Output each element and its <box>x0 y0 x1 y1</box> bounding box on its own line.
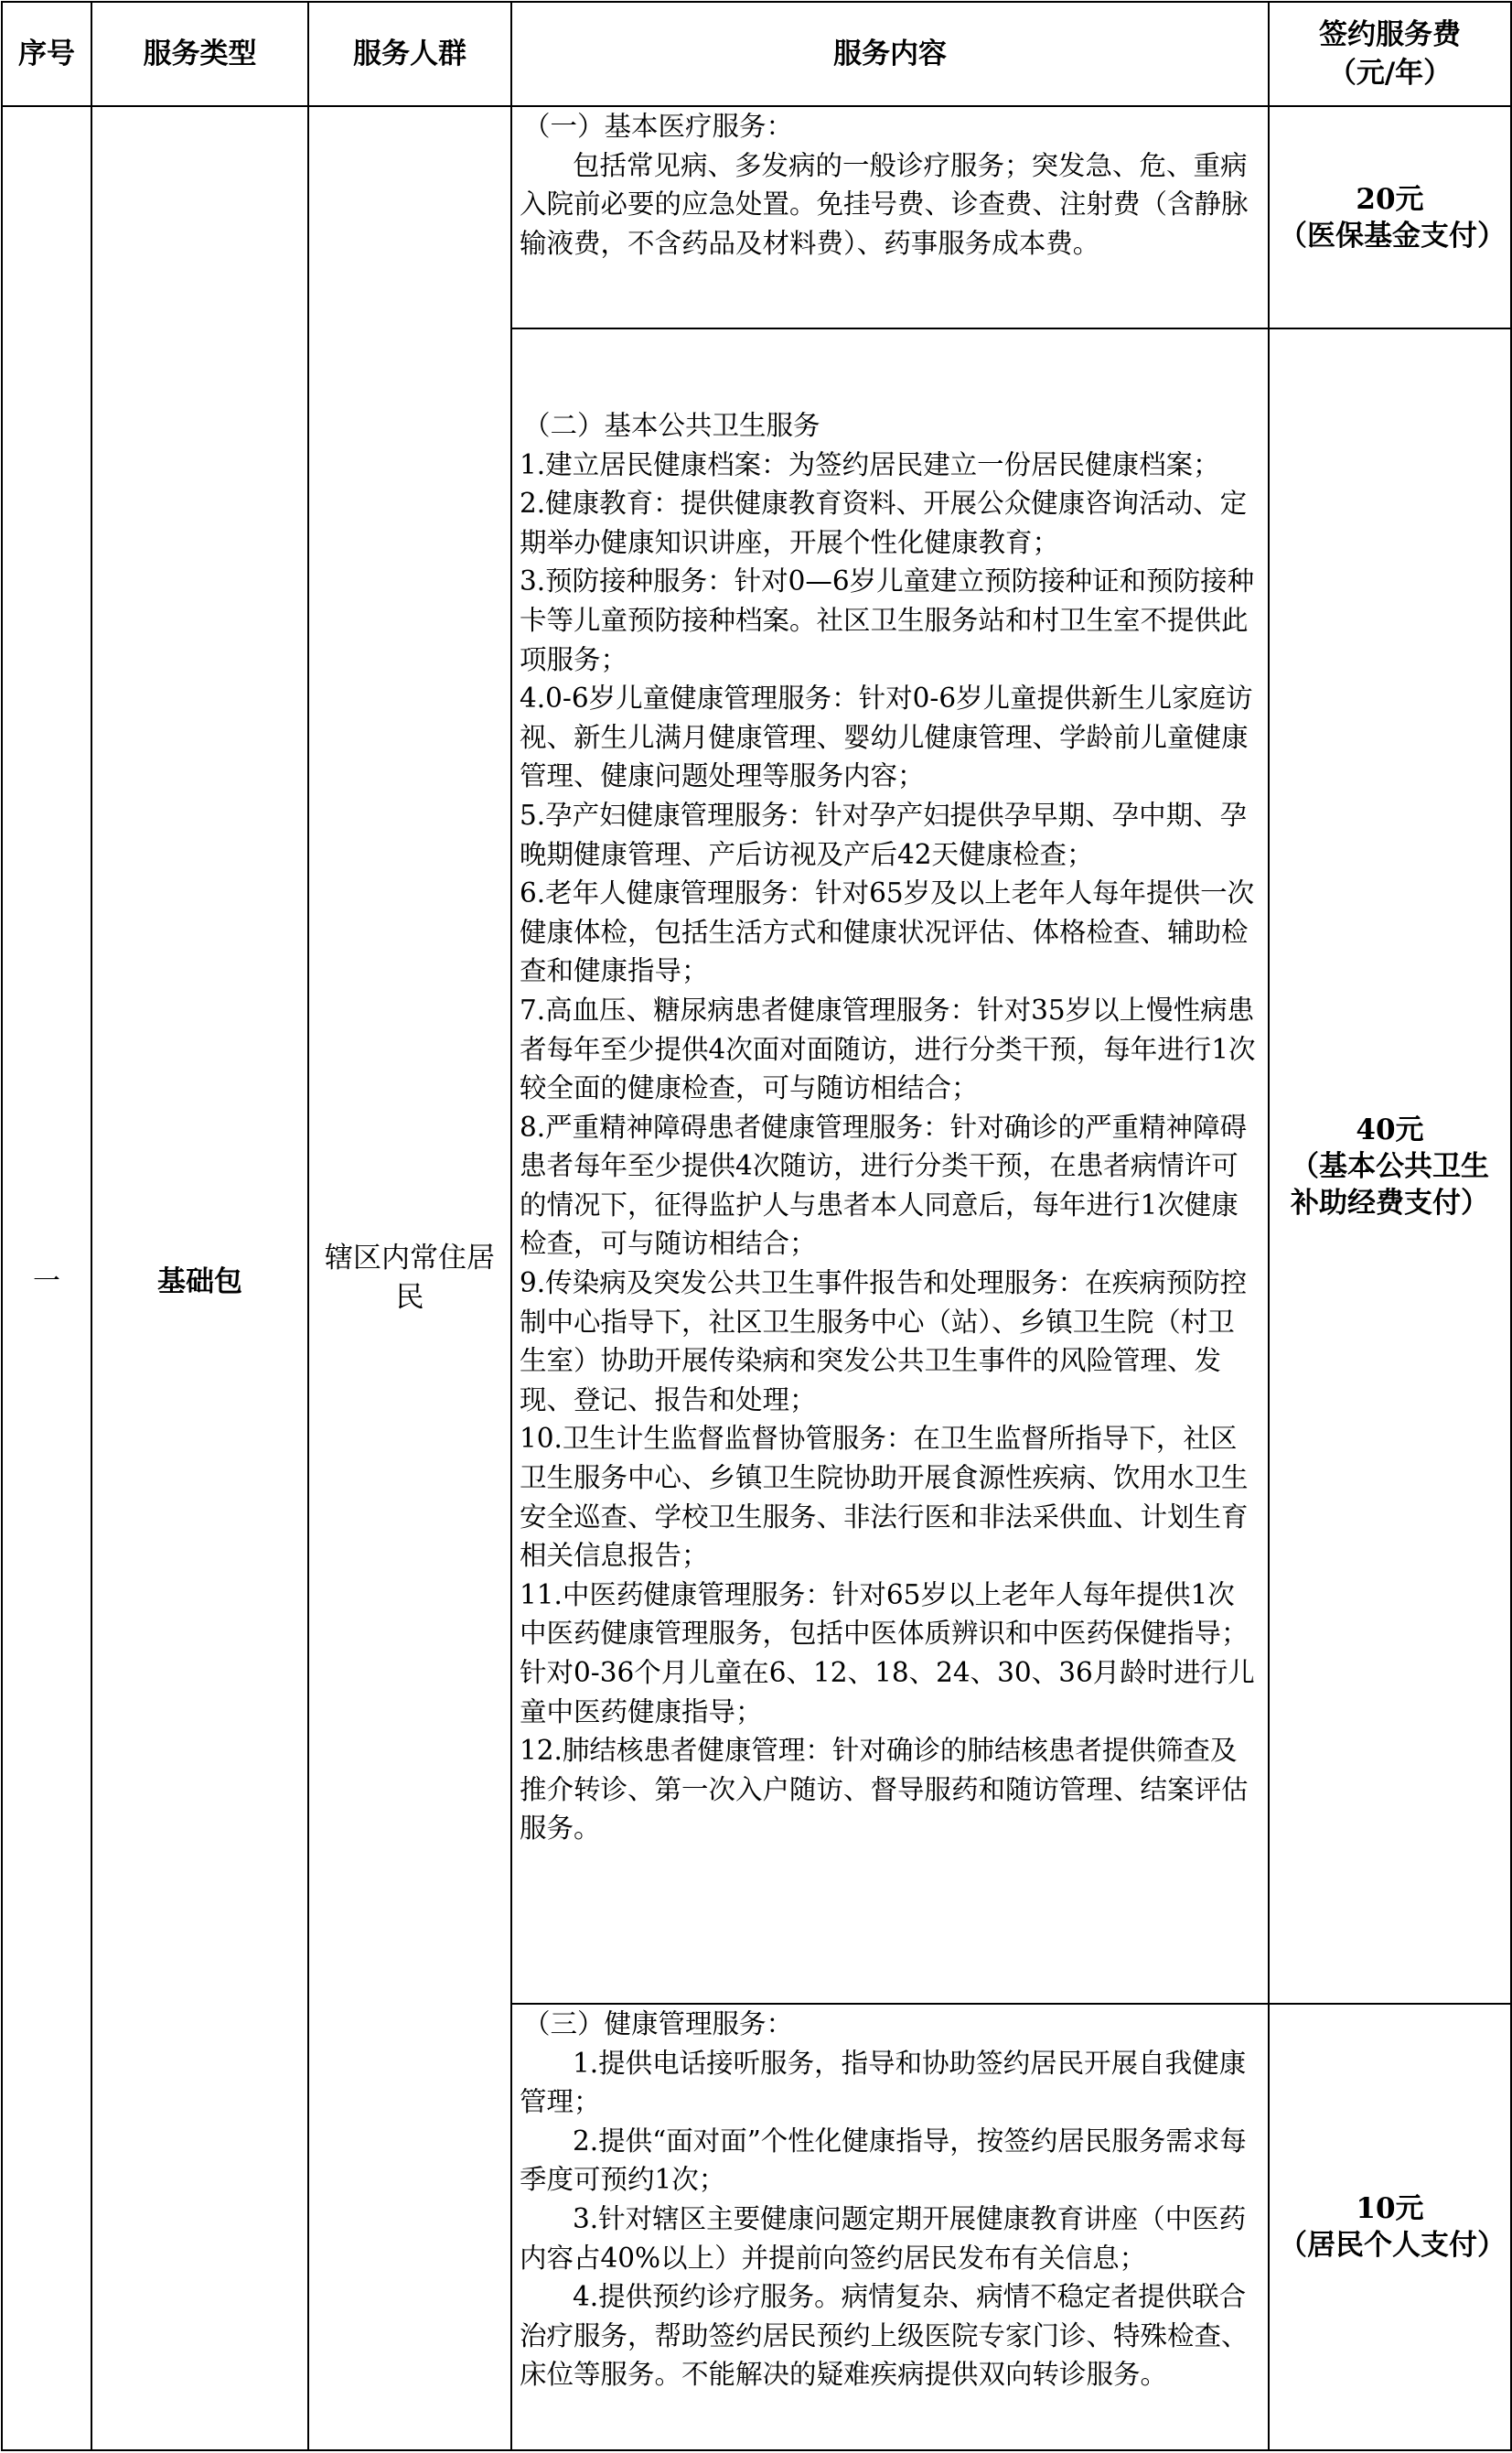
section1-fee-amount: 20元 <box>1356 182 1424 216</box>
header-fee <box>1269 2 1511 106</box>
list-item: 6.老年人健康管理服务：针对65岁及以上老年人每年提供一次健康体检，包括生活方式和健康状况评估、体格检查、辅助检查和健康指导； <box>520 877 1255 987</box>
section1-title: （一）基本医疗服务： <box>523 111 794 142</box>
section1-fee-note: （医保基金支付） <box>1279 219 1506 253</box>
section2-content <box>511 328 1269 2004</box>
section1-body: 包括常见病、多发病的一般诊疗服务；突发急、危、重病入院前必要的应急处置。免挂号费、诊查费、注射费（含静脉输液费，不含药品及材料费）、药事服务成本费。 <box>520 149 1249 259</box>
list-item: 2.健康教育：提供健康教育资料、开展公众健康咨询活动、定期举办健康知识讲座，开展个性化健康教育； <box>520 488 1248 558</box>
section2-fee-amount: 40元 <box>1356 1113 1424 1146</box>
header-type: 服务类型 <box>91 2 308 106</box>
section3-title: （三）健康管理服务： <box>523 2008 794 2039</box>
list-item: 4.提供预约诊疗服务。病情复杂、病情不稳定者提供联合治疗服务，帮助签约居民预约上级医院专家门诊、特殊检查、床位等服务。不能解决的疑难疾病提供双向转诊服务。 <box>520 2281 1249 2391</box>
row-seq: 一 <box>2 106 91 2450</box>
section3-fee-note: （居民个人支付） <box>1279 2229 1506 2262</box>
section3-fee-amount: 10元 <box>1356 2192 1424 2225</box>
list-item: 3.预防接种服务：针对0—6岁儿童建立预防接种证和预防接种卡等儿童预防接种档案。社区卫生服务站和村卫生室不提供此项服务； <box>520 565 1255 675</box>
row-type: 基础包 <box>91 106 308 2450</box>
section2-fee <box>1269 328 1511 2004</box>
header-fee-line1: 签约服务费 <box>1319 18 1461 51</box>
list-item: 10.卫生计生监督监督协管服务：在卫生监督所指导下，社区卫生服务中心、乡镇卫生院协助开展食源性疾病、饮用水卫生安全巡查、学校卫生服务、非法行医和非法采供血、计划生育相关信息报告； <box>520 1423 1249 1572</box>
list-item: 8.严重精神障碍患者健康管理服务：针对确诊的严重精神障碍患者每年至少提供4次随访，进行分类干预，在患者病情许可的情况下，征得监护人与患者本人同意后，每年进行1次健康检查，可与随访相结合； <box>520 1111 1248 1260</box>
section2-title: （二）基本公共卫生服务 <box>523 410 820 441</box>
table-header-row <box>2 2 1511 106</box>
section2-fee-note: （基本公共卫生补助经费支付） <box>1291 1149 1489 1220</box>
list-item: 1.提供电话接听服务，指导和协助签约居民开展自我健康管理； <box>520 2047 1247 2118</box>
section1-content <box>511 106 1269 328</box>
row-crowd: 辖区内常住居民 <box>308 106 511 2450</box>
list-item: 5.孕产妇健康管理服务：针对孕产妇提供孕早期、孕中期、孕晚期健康管理、产后访视及产后42天健康检查； <box>520 799 1248 870</box>
header-content: 服务内容 <box>511 2 1269 106</box>
section3-content <box>511 2004 1269 2450</box>
list-item: 1.建立居民健康档案：为签约居民建立一份居民健康档案； <box>520 448 1220 480</box>
section2-spacer <box>520 329 1260 406</box>
list-item: 11.中医药健康管理服务：针对65岁以上老年人每年提供1次中医药健康管理服务，包括中医体质辨识和中医药保健指导；针对0-36个月儿童在6、12、18、24、30、36月龄时进行儿童中医药健康指导； <box>520 1578 1255 1727</box>
list-item: 12.肺结核患者健康管理：针对确诊的肺结核患者提供筛查及推介转诊、第一次入户随访、督导服药和随访管理、结案评估服务。 <box>520 1735 1249 1845</box>
list-item: 9.传染病及突发公共卫生事件报告和处理服务：在疾病预防控制中心指导下，社区卫生服务中心（站）、乡镇卫生院（村卫生室）协助开展传染病和突发公共卫生事件的风险管理、发现、登记、报告和处理； <box>520 1267 1248 1415</box>
list-item: 2.提供“面对面”个性化健康指导，按签约居民服务需求每季度可预约1次； <box>520 2125 1247 2196</box>
header-crowd: 服务人群 <box>308 2 511 106</box>
section1-fee <box>1269 106 1511 328</box>
list-item: 3.针对辖区主要健康问题定期开展健康教育讲座（中医药内容占40%以上）并提前向签约居民发布有关信息； <box>520 2202 1247 2274</box>
table-row <box>2 106 1511 328</box>
header-fee-line2: （元/年） <box>1327 57 1453 90</box>
header-seq: 序号 <box>2 2 91 106</box>
service-package-table <box>1 1 1512 2451</box>
list-item: 7.高血压、糖尿病患者健康管理服务：针对35岁以上慢性病患者每年至少提供4次面对面随访，进行分类干预，每年进行1次较全面的健康检查，可与随访相结合； <box>520 994 1256 1104</box>
section3-fee <box>1269 2004 1511 2450</box>
list-item: 4.0-6岁儿童健康管理服务：针对0-6岁儿童提供新生儿家庭访视、新生儿满月健康管理、婴幼儿健康管理、学龄前儿童健康管理、健康问题处理等服务内容； <box>520 683 1253 792</box>
